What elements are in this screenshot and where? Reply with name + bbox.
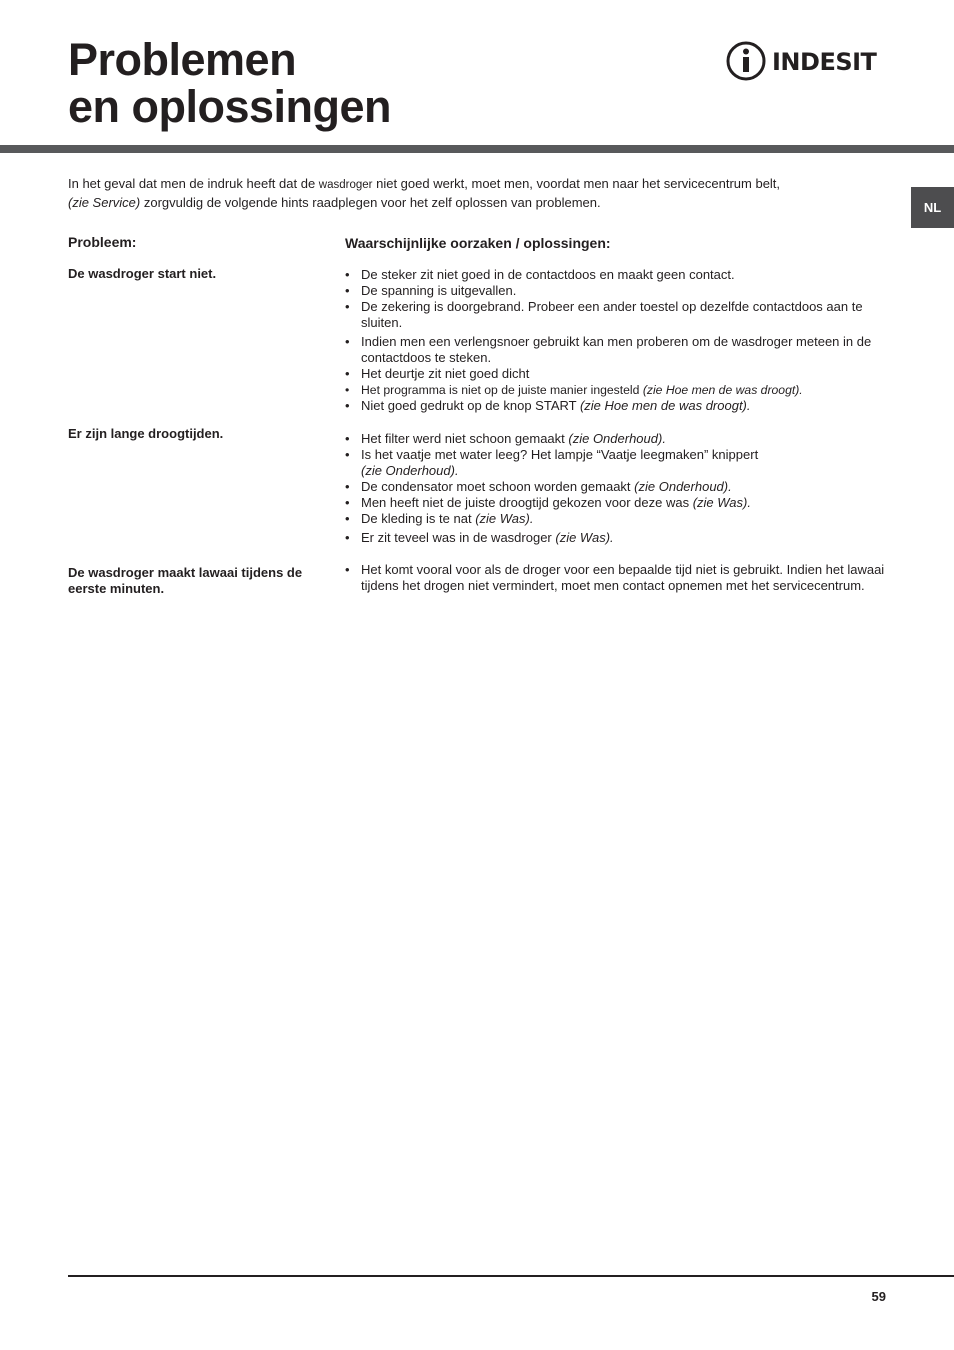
list-item [345,334,890,366]
causes-list-2 [345,431,890,546]
list-item [345,562,890,594]
problem-3: De wasdroger maakt lawaai tijdens de eerste minuten. [68,565,303,596]
intro-appliance: wasdroger [318,179,373,191]
language-tab: NL [911,187,954,228]
page-title [68,36,391,130]
problem-column-header: Probleem: [68,234,137,250]
cause-text: Is het vaatje met water leeg? Het lampje “Vaatje leegmaken” knippert [361,447,759,462]
intro-part-1: In het geval dat men de indruk heeft dat de [68,176,319,191]
indesit-logo-icon [726,41,886,81]
cause-text: De kleding is te nat [361,511,476,526]
list-item [345,495,890,511]
intro-part-2: niet goed werkt, moet men, voordat men naar het servicecentrum belt, [372,176,781,191]
list-item [345,447,890,479]
cause-text: Indien men een verlengsnoer gebruikt kan men proberen om de wasdroger meteen in de contactdoos te steken. [361,334,872,365]
cause-ref: (zie Was). [555,530,614,545]
list-item [345,283,890,299]
brand-wordmark: INDESIT [772,48,877,76]
cause-text: Het komt vooral voor als de droger voor een bepaalde tijd niet is gebruikt. Indien het lawaai tijdens het drogen niet vermindert, moet men contact opnemen met het servicecentrum. [361,562,885,593]
cause-ref: (zie Onderhoud). [568,431,666,446]
cause-text: Het filter werd niet schoon gemaakt [361,431,569,446]
cause-ref: (zie Was). [475,511,534,526]
cause-ref: (zie Onderhoud). [634,479,732,494]
problem-1: De wasdroger start niet. [68,266,217,281]
cause-ref: (zie Was). [692,495,751,510]
intro-paragraph [68,175,868,212]
page-number: 59 [871,1289,886,1304]
cause-text: De condensator moet schoon worden gemaakt [361,479,635,494]
indesit-logo [726,41,886,81]
causes-column-header: Waarschijnlijke oorzaken / oplossingen: [345,235,611,251]
cause-ref: (zie Hoe men de was droogt). [642,383,803,397]
intro-service-ref: (zie Service) [68,195,141,210]
title-line-2: en oplossingen [68,81,392,132]
cause-text: De zekering is doorgebrand. Probeer een ander toestel op dezelfde contactdoos aan te sluiten. [361,299,863,330]
causes-list-1 [345,267,890,414]
list-item [345,511,890,527]
header-divider [0,145,954,153]
cause-text: Niet goed gedrukt op de knop START [361,398,580,413]
causes-list-3 [345,562,890,594]
cause-text: De steker zit niet goed in de contactdoos en maakt geen contact. [361,267,735,282]
title-line-1: Problemen [68,34,297,85]
cause-text: Er zit teveel was in de wasdroger [361,530,556,545]
list-item [345,530,890,546]
cause-text: Het deurtje zit niet goed dicht [361,366,530,381]
list-item [345,431,890,447]
cause-text: Het programma is niet op de juiste manier ingesteld [361,383,643,397]
cause-text: De spanning is uitgevallen. [361,283,517,298]
list-item [345,366,890,382]
cause-ref: (zie Hoe men de was droogt). [579,398,751,413]
cause-text: Men heeft niet de juiste droogtijd gekozen voor deze was [361,495,693,510]
list-item [345,267,890,283]
intro-part-3: zorgvuldig de volgende hints raadplegen voor het zelf oplossen van problemen. [140,195,601,210]
footer-divider [68,1275,954,1277]
list-item [345,299,890,331]
list-item [345,479,890,495]
list-item [345,382,890,398]
problem-2: Er zijn lange droogtijden. [68,426,224,441]
list-item [345,398,890,414]
cause-ref: (zie Onderhoud). [361,463,459,478]
